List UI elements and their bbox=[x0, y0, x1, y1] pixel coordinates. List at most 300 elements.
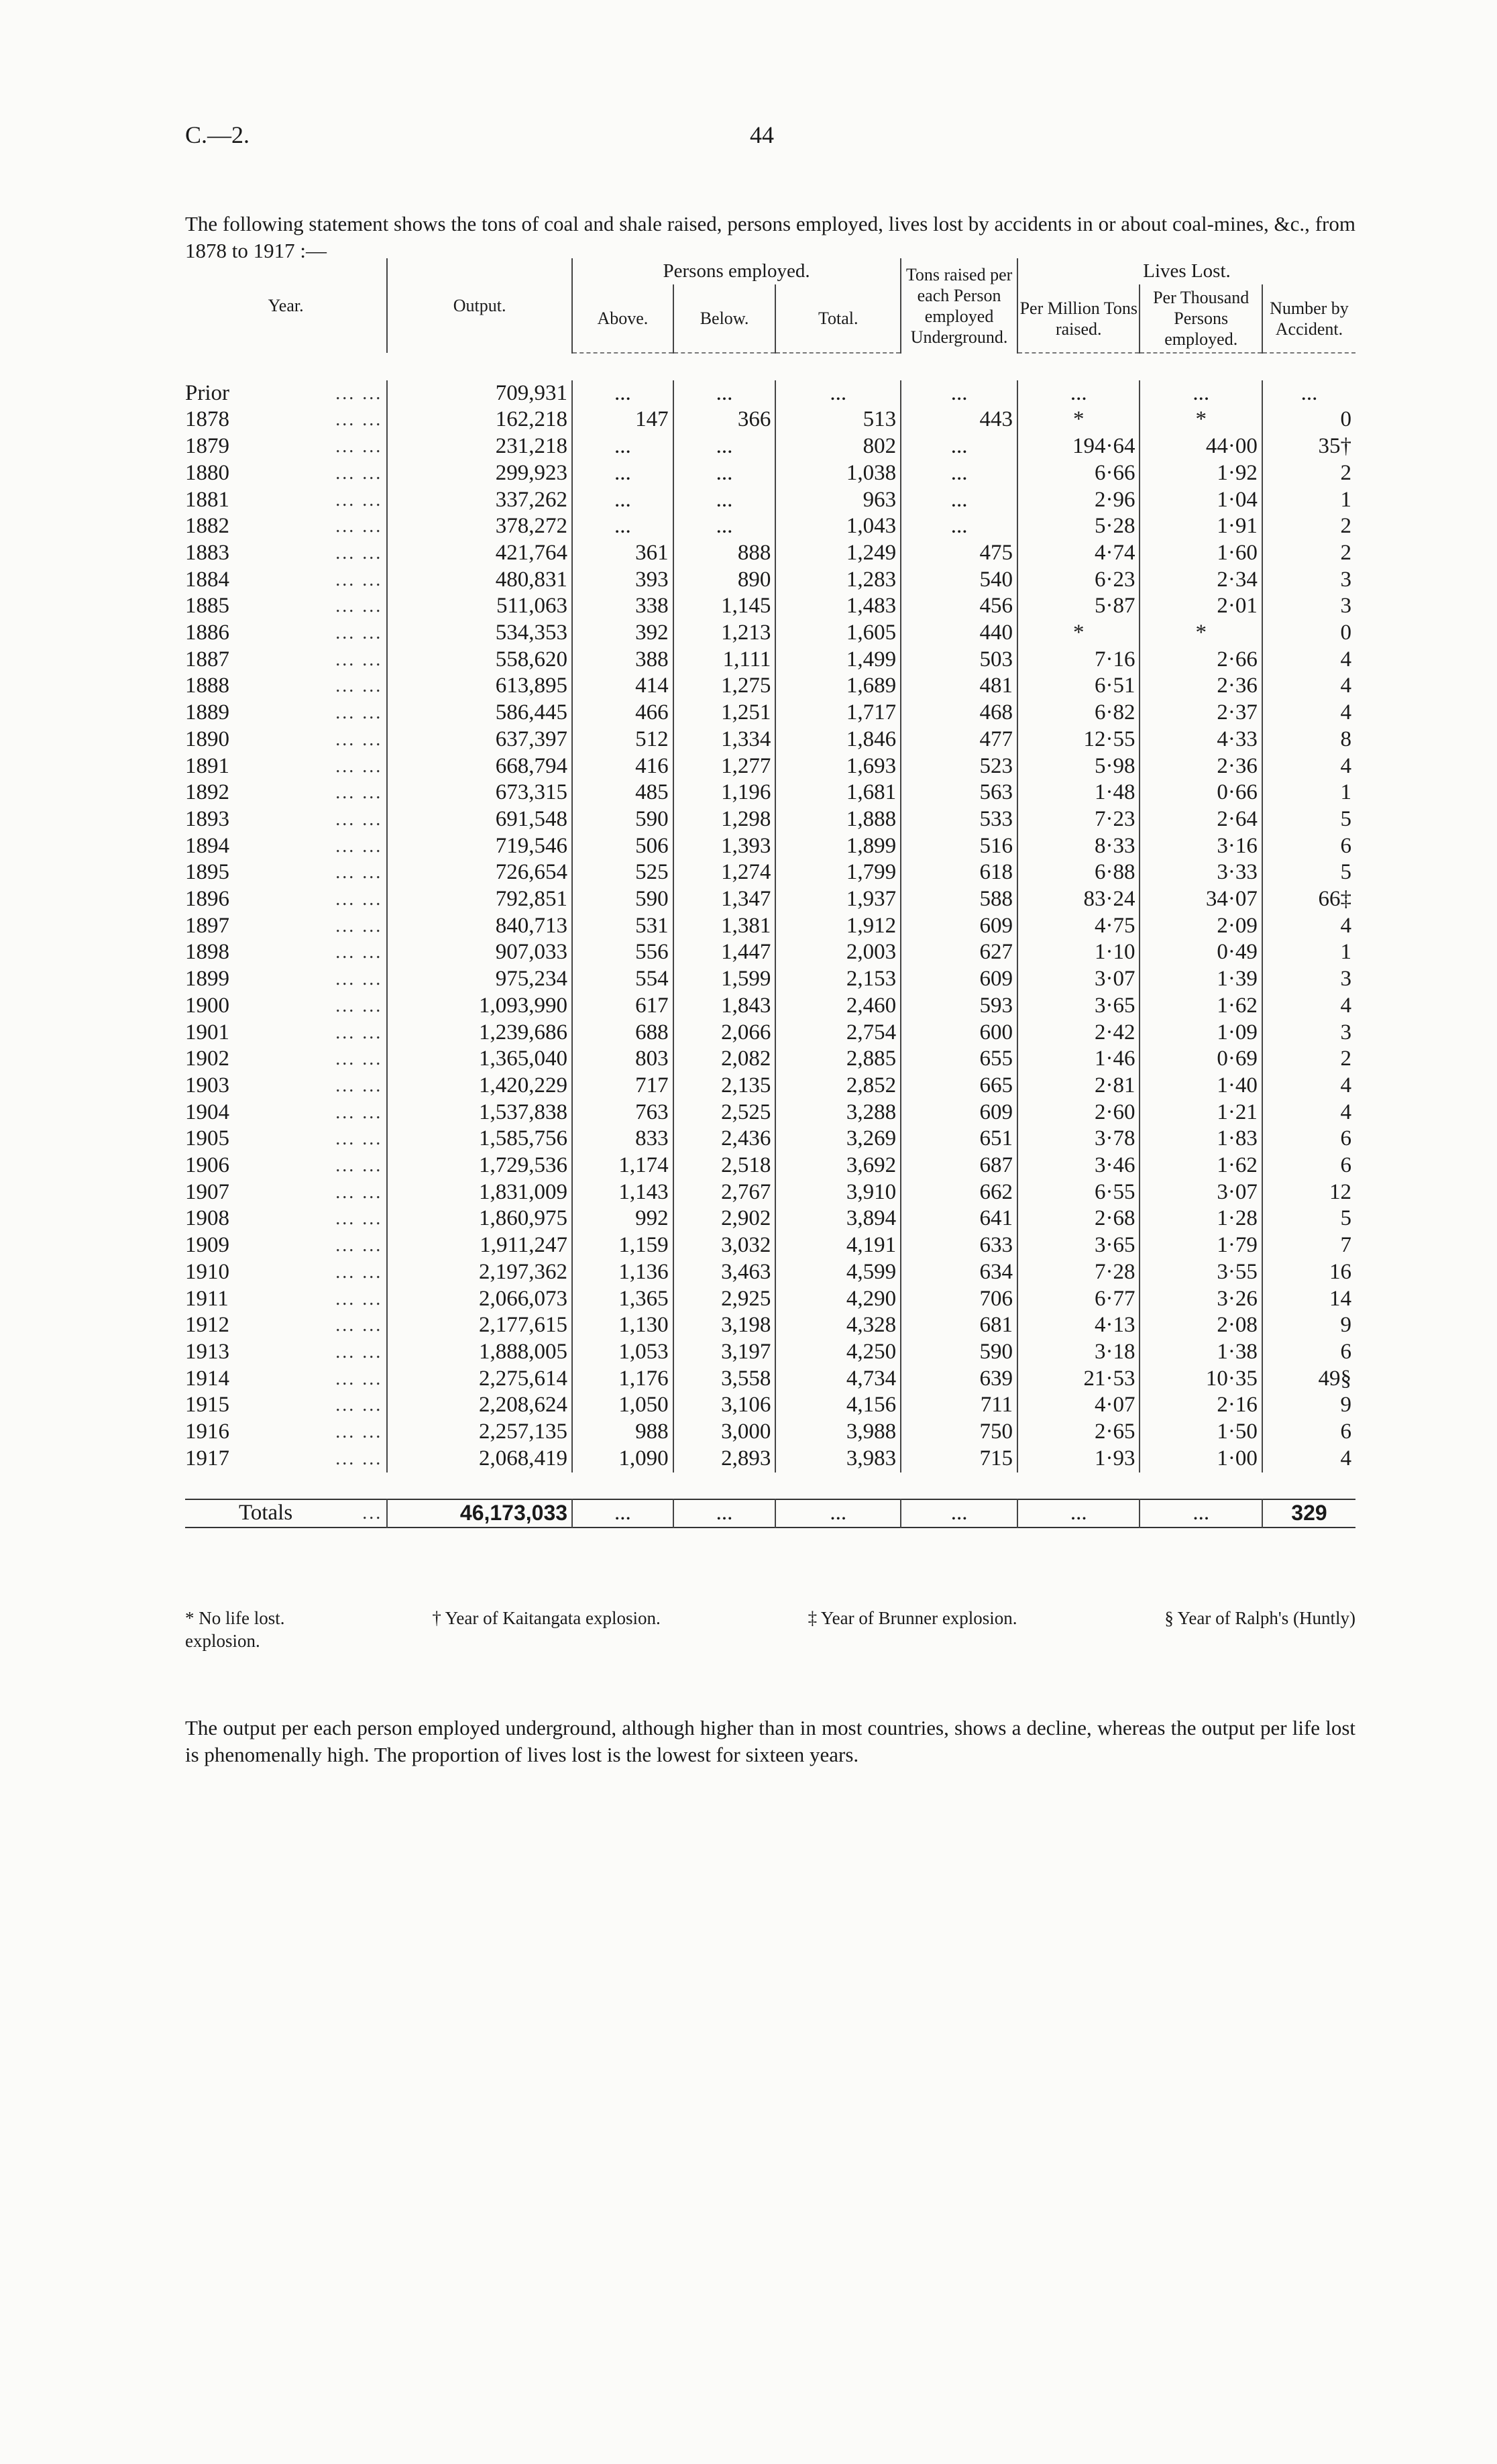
cell-tons-per-person: 443 bbox=[901, 407, 1017, 433]
cell-above: ... bbox=[572, 487, 673, 514]
cell-per-million: 7·23 bbox=[1017, 806, 1140, 833]
cell-leader-dots: ... ... bbox=[335, 1181, 383, 1203]
cell-output: 586,445 bbox=[387, 700, 572, 727]
cell-per-thousand: 1·91 bbox=[1140, 513, 1262, 540]
cell-tons-per-person: 662 bbox=[901, 1179, 1017, 1206]
cell-leader-dots: ... ... bbox=[335, 649, 383, 670]
cell-tons-per-person: ... bbox=[901, 380, 1017, 407]
cell-per-million: 2·81 bbox=[1017, 1073, 1140, 1100]
cell-below: 1,381 bbox=[673, 913, 776, 940]
cell-below: 1,298 bbox=[673, 806, 776, 833]
cell-below: 1,196 bbox=[673, 780, 776, 806]
cell-total: 963 bbox=[775, 487, 901, 514]
header-tons-per-person: Tons raised per each Person employed Underground. bbox=[901, 258, 1017, 353]
cell-output: 792,851 bbox=[387, 886, 572, 913]
cell-above: 392 bbox=[572, 620, 673, 647]
page-number: 44 bbox=[750, 121, 774, 148]
cell-total: 1,888 bbox=[775, 806, 901, 833]
cell-leader-dots: ... ... bbox=[335, 755, 383, 777]
cell-per-million: 2·65 bbox=[1017, 1419, 1140, 1446]
cell-year: 1883 bbox=[185, 540, 229, 565]
cell-leader-dots: ... ... bbox=[335, 596, 383, 617]
cell-output: 1,420,229 bbox=[387, 1073, 572, 1100]
cell-lives-number: 16 bbox=[1262, 1259, 1355, 1286]
cell-per-thousand: 1·60 bbox=[1140, 540, 1262, 567]
cell-lives-number: 49§ bbox=[1262, 1366, 1355, 1393]
cell-above: 1,053 bbox=[572, 1339, 673, 1366]
cell-below: 1,599 bbox=[673, 966, 776, 993]
table-row bbox=[185, 700, 1355, 727]
cell-per-thousand: 3·16 bbox=[1140, 833, 1262, 860]
cell-below: 3,032 bbox=[673, 1232, 776, 1259]
cell-per-thousand: 1·40 bbox=[1140, 1073, 1262, 1100]
cell-leader-dots: ... ... bbox=[335, 489, 383, 511]
cell-output: 2,275,614 bbox=[387, 1366, 572, 1393]
cell-below: ... bbox=[673, 487, 776, 514]
cell-total: 2,885 bbox=[775, 1046, 901, 1073]
table-row bbox=[185, 939, 1355, 966]
cell-tons-per-person: 477 bbox=[901, 727, 1017, 753]
cell-per-thousand: 3·26 bbox=[1140, 1286, 1262, 1313]
cell-per-million: 7·16 bbox=[1017, 647, 1140, 674]
cell-above: 1,174 bbox=[572, 1153, 673, 1179]
cell-above: ... bbox=[572, 513, 673, 540]
header-year: Year. bbox=[268, 296, 304, 315]
cell-output: 299,923 bbox=[387, 460, 572, 487]
cell-total: 1,912 bbox=[775, 913, 901, 940]
cell-above: 763 bbox=[572, 1100, 673, 1126]
cell-per-thousand: 2·36 bbox=[1140, 753, 1262, 780]
cell-output: 511,063 bbox=[387, 593, 572, 620]
table-row bbox=[185, 780, 1355, 806]
cell-total: ... bbox=[775, 380, 901, 407]
cell-leader-dots: ... ... bbox=[335, 1395, 383, 1416]
cell-output: 1,729,536 bbox=[387, 1153, 572, 1179]
cell-above: ... bbox=[572, 433, 673, 460]
cell-per-million: 3·78 bbox=[1017, 1126, 1140, 1153]
cell-total: 4,156 bbox=[775, 1392, 901, 1419]
table-row bbox=[185, 1046, 1355, 1073]
cell-total: 1,605 bbox=[775, 620, 901, 647]
cell-lives-number: 2 bbox=[1262, 1046, 1355, 1073]
cell-below: 1,393 bbox=[673, 833, 776, 860]
cell-above: 803 bbox=[572, 1046, 673, 1073]
cell-output: 1,585,756 bbox=[387, 1126, 572, 1153]
cell-per-million: 2·42 bbox=[1017, 1020, 1140, 1047]
page-header bbox=[185, 121, 1355, 161]
cell-output: 668,794 bbox=[387, 753, 572, 780]
cell-above: 512 bbox=[572, 727, 673, 753]
table-row bbox=[185, 407, 1355, 433]
cell-tons-per-person: 641 bbox=[901, 1206, 1017, 1232]
table-row bbox=[185, 1073, 1355, 1100]
cell-total: 2,460 bbox=[775, 993, 901, 1020]
table-row bbox=[185, 1446, 1355, 1472]
cell-above: 1,365 bbox=[572, 1286, 673, 1313]
cell-per-million: 3·46 bbox=[1017, 1153, 1140, 1179]
cell-total: 1,038 bbox=[775, 460, 901, 487]
cell-per-thousand: * bbox=[1140, 407, 1262, 433]
cell-output: 726,654 bbox=[387, 859, 572, 886]
cell-tons-per-person: 687 bbox=[901, 1153, 1017, 1179]
cell-per-thousand: 3·55 bbox=[1140, 1259, 1262, 1286]
cell-year: 1888 bbox=[185, 674, 229, 698]
cell-lives-number: 4 bbox=[1262, 1073, 1355, 1100]
cell-per-million: 2·60 bbox=[1017, 1100, 1140, 1126]
cell-lives-number: 2 bbox=[1262, 513, 1355, 540]
cell-year: 1879 bbox=[185, 434, 229, 459]
header-lives-lost: Lives Lost. bbox=[1017, 258, 1355, 284]
cell-year: 1889 bbox=[185, 700, 229, 725]
cell-lives-number: 0 bbox=[1262, 407, 1355, 433]
cell-per-million: 2·68 bbox=[1017, 1206, 1140, 1232]
cell-below: 1,334 bbox=[673, 727, 776, 753]
cell-per-thousand: 2·66 bbox=[1140, 647, 1262, 674]
table-row bbox=[185, 513, 1355, 540]
table-row bbox=[185, 647, 1355, 674]
cell-tons-per-person: ... bbox=[901, 460, 1017, 487]
cell-lives-number: 4 bbox=[1262, 1446, 1355, 1472]
cell-leader-dots: ... ... bbox=[335, 729, 383, 750]
cell-total: 2,754 bbox=[775, 1020, 901, 1047]
cell-per-million: 3·18 bbox=[1017, 1339, 1140, 1366]
cell-lives-number: 35† bbox=[1262, 433, 1355, 460]
table-row bbox=[185, 620, 1355, 647]
cell-tons-per-person: 609 bbox=[901, 913, 1017, 940]
header-below: Below. bbox=[673, 284, 776, 353]
cell-per-million: 1·93 bbox=[1017, 1446, 1140, 1472]
cell-year: 1909 bbox=[185, 1233, 229, 1258]
cell-total: 3,983 bbox=[775, 1446, 901, 1472]
cell-total: 3,894 bbox=[775, 1206, 901, 1232]
cell-year: 1898 bbox=[185, 940, 229, 965]
cell-total: 802 bbox=[775, 433, 901, 460]
cell-output: 421,764 bbox=[387, 540, 572, 567]
cell-below: 1,275 bbox=[673, 673, 776, 700]
cell-per-million: 4·07 bbox=[1017, 1392, 1140, 1419]
cell-per-thousand: 2·34 bbox=[1140, 567, 1262, 594]
table-row bbox=[185, 567, 1355, 594]
cell-year: 1906 bbox=[185, 1153, 229, 1178]
cell-year: 1916 bbox=[185, 1420, 229, 1444]
cell-below: 3,198 bbox=[673, 1312, 776, 1339]
cell-year: 1880 bbox=[185, 460, 229, 485]
cell-year: 1878 bbox=[185, 407, 229, 432]
cell-above: 1,159 bbox=[572, 1232, 673, 1259]
cell-year: 1915 bbox=[185, 1393, 229, 1417]
cell-per-million: 3·65 bbox=[1017, 1232, 1140, 1259]
cell-lives-number: 5 bbox=[1262, 806, 1355, 833]
table-row bbox=[185, 1126, 1355, 1153]
cell-output: 378,272 bbox=[387, 513, 572, 540]
cell-total: 4,328 bbox=[775, 1312, 901, 1339]
cell-per-million: 1·46 bbox=[1017, 1046, 1140, 1073]
cell-tons-per-person: 715 bbox=[901, 1446, 1017, 1472]
cell-total: 2,852 bbox=[775, 1073, 901, 1100]
cell-total: 1,249 bbox=[775, 540, 901, 567]
totals-label-cell bbox=[185, 1499, 387, 1528]
cell-per-million: 4·13 bbox=[1017, 1312, 1140, 1339]
cell-tons-per-person: 706 bbox=[901, 1286, 1017, 1313]
cell-output: 1,239,686 bbox=[387, 1020, 572, 1047]
cell-per-million: 7·28 bbox=[1017, 1259, 1140, 1286]
cell-total: 3,988 bbox=[775, 1419, 901, 1446]
cell-below: 2,066 bbox=[673, 1020, 776, 1047]
cell-lives-number: 8 bbox=[1262, 727, 1355, 753]
table-body bbox=[185, 380, 1355, 1472]
cell-tons-per-person: 516 bbox=[901, 833, 1017, 860]
cell-tons-per-person: 593 bbox=[901, 993, 1017, 1020]
cell-leader-dots: ... ... bbox=[335, 623, 383, 644]
cell-per-million: 2·96 bbox=[1017, 487, 1140, 514]
cell-below: 1,843 bbox=[673, 993, 776, 1020]
cell-output: 719,546 bbox=[387, 833, 572, 860]
cell-total: 4,250 bbox=[775, 1339, 901, 1366]
cell-above: 147 bbox=[572, 407, 673, 433]
totals-label: Totals bbox=[239, 1501, 293, 1525]
cell-leader-dots: ... ... bbox=[335, 1422, 383, 1443]
cell-year: 1881 bbox=[185, 487, 229, 512]
cell-year: 1885 bbox=[185, 594, 229, 619]
cell-lives-number: 3 bbox=[1262, 966, 1355, 993]
table-row bbox=[185, 727, 1355, 753]
cell-tons-per-person: 540 bbox=[901, 567, 1017, 594]
cell-leader-dots: ... ... bbox=[335, 436, 383, 458]
totals-total: ... bbox=[775, 1499, 901, 1528]
cell-above: 525 bbox=[572, 859, 673, 886]
table-row bbox=[185, 1153, 1355, 1179]
table-row bbox=[185, 380, 1355, 407]
cell-lives-number: 6 bbox=[1262, 1153, 1355, 1179]
cell-tons-per-person: 711 bbox=[901, 1392, 1017, 1419]
cell-year: 1897 bbox=[185, 913, 229, 938]
cell-output: 231,218 bbox=[387, 433, 572, 460]
cell-below: 1,274 bbox=[673, 859, 776, 886]
cell-total: 1,681 bbox=[775, 780, 901, 806]
footnote-no-life: * No life lost. bbox=[185, 1608, 285, 1628]
cell-year: 1882 bbox=[185, 514, 229, 539]
cell-total: 4,599 bbox=[775, 1259, 901, 1286]
table-row bbox=[185, 1392, 1355, 1419]
header-number: Number by Accident. bbox=[1262, 284, 1355, 353]
cell-below: ... bbox=[673, 380, 776, 407]
cell-output: 1,860,975 bbox=[387, 1206, 572, 1232]
cell-year: 1884 bbox=[185, 567, 229, 592]
cell-per-million: 3·07 bbox=[1017, 966, 1140, 993]
cell-tons-per-person: 651 bbox=[901, 1126, 1017, 1153]
cell-lives-number: 4 bbox=[1262, 673, 1355, 700]
cell-output: 2,066,073 bbox=[387, 1286, 572, 1313]
cell-output: 907,033 bbox=[387, 939, 572, 966]
cell-per-thousand: ... bbox=[1140, 380, 1262, 407]
header-output: Output. bbox=[387, 258, 572, 353]
cell-total: 1,689 bbox=[775, 673, 901, 700]
cell-output: 840,713 bbox=[387, 913, 572, 940]
cell-lives-number: 5 bbox=[1262, 859, 1355, 886]
cell-per-million: 6·88 bbox=[1017, 859, 1140, 886]
cell-tons-per-person: 750 bbox=[901, 1419, 1017, 1446]
cell-per-thousand: * bbox=[1140, 620, 1262, 647]
table-row bbox=[185, 1259, 1355, 1286]
cell-above: 338 bbox=[572, 593, 673, 620]
cell-above: 1,176 bbox=[572, 1366, 673, 1393]
cell-tons-per-person: 456 bbox=[901, 593, 1017, 620]
cell-output: 673,315 bbox=[387, 780, 572, 806]
cell-output: 337,262 bbox=[387, 487, 572, 514]
cell-below: 366 bbox=[673, 407, 776, 433]
cell-total: 1,499 bbox=[775, 647, 901, 674]
table-row bbox=[185, 540, 1355, 567]
cell-per-million: 6·66 bbox=[1017, 460, 1140, 487]
cell-below: 3,558 bbox=[673, 1366, 776, 1393]
cell-above: ... bbox=[572, 380, 673, 407]
cell-per-thousand: 44·00 bbox=[1140, 433, 1262, 460]
cell-above: 466 bbox=[572, 700, 673, 727]
cell-leader-dots: ... ... bbox=[335, 1368, 383, 1389]
totals-row bbox=[185, 1499, 1355, 1528]
cell-tons-per-person: 609 bbox=[901, 966, 1017, 993]
cell-leader-dots: ... ... bbox=[335, 1261, 383, 1283]
cell-lives-number: 1 bbox=[1262, 780, 1355, 806]
totals-below: ... bbox=[673, 1499, 776, 1528]
cell-total: 4,290 bbox=[775, 1286, 901, 1313]
cell-below: 3,197 bbox=[673, 1339, 776, 1366]
cell-per-thousand: 1·38 bbox=[1140, 1339, 1262, 1366]
cell-below: 2,767 bbox=[673, 1179, 776, 1206]
cell-total: 3,692 bbox=[775, 1153, 901, 1179]
cell-leader-dots: ... ... bbox=[335, 1288, 383, 1309]
cell-tons-per-person: 600 bbox=[901, 1020, 1017, 1047]
cell-output: 1,537,838 bbox=[387, 1100, 572, 1126]
table-row bbox=[185, 886, 1355, 913]
cell-tons-per-person: 633 bbox=[901, 1232, 1017, 1259]
intro-paragraph: The following statement shows the tons of coal and shale raised, persons employed, lives lost by accidents in or about coal-mines, &c., from 1878 to 1917 :— bbox=[185, 212, 1355, 262]
cell-below: 1,111 bbox=[673, 647, 776, 674]
cell-below: 1,251 bbox=[673, 700, 776, 727]
cell-total: 4,734 bbox=[775, 1366, 901, 1393]
cell-output: 2,068,419 bbox=[387, 1446, 572, 1472]
cell-tons-per-person: 618 bbox=[901, 859, 1017, 886]
cell-lives-number: 2 bbox=[1262, 540, 1355, 567]
header-per-million: Per Million Tons raised. bbox=[1017, 284, 1140, 353]
cell-lives-number: 4 bbox=[1262, 1100, 1355, 1126]
header-total: Total. bbox=[775, 284, 901, 353]
cell-lives-number: 0 bbox=[1262, 620, 1355, 647]
totals-number: 329 bbox=[1262, 1499, 1355, 1528]
table-row bbox=[185, 833, 1355, 860]
cell-year: 1905 bbox=[185, 1126, 229, 1151]
table-row bbox=[185, 1232, 1355, 1259]
cell-below: 3,106 bbox=[673, 1392, 776, 1419]
cell-above: ... bbox=[572, 460, 673, 487]
cell-tons-per-person: 440 bbox=[901, 620, 1017, 647]
cell-per-thousand: 3·07 bbox=[1140, 1179, 1262, 1206]
cell-output: 480,831 bbox=[387, 567, 572, 594]
cell-per-thousand: 1·28 bbox=[1140, 1206, 1262, 1232]
cell-leader-dots: ... ... bbox=[335, 1208, 383, 1230]
cell-per-thousand: 2·64 bbox=[1140, 806, 1262, 833]
cell-lives-number: 3 bbox=[1262, 567, 1355, 594]
table-row bbox=[185, 993, 1355, 1020]
cell-leader-dots: ... ... bbox=[335, 462, 383, 484]
cell-lives-number: 4 bbox=[1262, 700, 1355, 727]
cell-above: 617 bbox=[572, 993, 673, 1020]
cell-leader-dots: ... ... bbox=[335, 862, 383, 883]
cell-tons-per-person: 665 bbox=[901, 1073, 1017, 1100]
cell-leader-dots: ... ... bbox=[335, 409, 383, 431]
cell-leader-dots: ... ... bbox=[335, 889, 383, 910]
cell-tons-per-person: ... bbox=[901, 513, 1017, 540]
cell-year: 1912 bbox=[185, 1313, 229, 1338]
cell-lives-number: 9 bbox=[1262, 1392, 1355, 1419]
cell-below: 2,436 bbox=[673, 1126, 776, 1153]
cell-per-million: * bbox=[1017, 620, 1140, 647]
cell-leader-dots: ... ... bbox=[335, 995, 383, 1016]
cell-output: 1,911,247 bbox=[387, 1232, 572, 1259]
cell-total: 1,717 bbox=[775, 700, 901, 727]
cell-below: ... bbox=[673, 433, 776, 460]
table-row bbox=[185, 1419, 1355, 1446]
cell-year: 1886 bbox=[185, 621, 229, 645]
table-row bbox=[185, 859, 1355, 886]
totals-per-thousand: ... bbox=[1140, 1499, 1262, 1528]
cell-below: 2,082 bbox=[673, 1046, 776, 1073]
cell-leader-dots: ... ... bbox=[335, 782, 383, 804]
cell-above: 590 bbox=[572, 806, 673, 833]
footnote-brunner: ‡ Year of Brunner explosion. bbox=[808, 1608, 1017, 1628]
cell-output: 558,620 bbox=[387, 647, 572, 674]
cell-per-thousand: 10·35 bbox=[1140, 1366, 1262, 1393]
cell-leader-dots: ... ... bbox=[335, 1342, 383, 1362]
cell-year: 1892 bbox=[185, 780, 229, 805]
cell-per-thousand: 1·83 bbox=[1140, 1126, 1262, 1153]
cell-lives-number: 9 bbox=[1262, 1312, 1355, 1339]
cell-per-million: 5·98 bbox=[1017, 753, 1140, 780]
table-row bbox=[185, 1100, 1355, 1126]
cell-per-million: 1·10 bbox=[1017, 939, 1140, 966]
table-row bbox=[185, 1366, 1355, 1393]
cell-total: 3,269 bbox=[775, 1126, 901, 1153]
cell-per-million: 8·33 bbox=[1017, 833, 1140, 860]
header-per-thousand: Per Thousand Persons employed. bbox=[1140, 284, 1262, 353]
cell-per-thousand: 1·09 bbox=[1140, 1020, 1262, 1047]
cell-above: 1,050 bbox=[572, 1392, 673, 1419]
table-row bbox=[185, 433, 1355, 460]
cell-lives-number: 66‡ bbox=[1262, 886, 1355, 913]
cell-above: 531 bbox=[572, 913, 673, 940]
cell-tons-per-person: 588 bbox=[901, 886, 1017, 913]
cell-per-thousand: 1·21 bbox=[1140, 1100, 1262, 1126]
cell-tons-per-person: 627 bbox=[901, 939, 1017, 966]
cell-lives-number: 4 bbox=[1262, 993, 1355, 1020]
cell-tons-per-person: 563 bbox=[901, 780, 1017, 806]
cell-total: 1,693 bbox=[775, 753, 901, 780]
cell-year: 1887 bbox=[185, 647, 229, 672]
cell-output: 975,234 bbox=[387, 966, 572, 993]
table-row bbox=[185, 806, 1355, 833]
cell-year: 1895 bbox=[185, 860, 229, 885]
cell-per-million: 6·23 bbox=[1017, 567, 1140, 594]
cell-per-thousand: 4·33 bbox=[1140, 727, 1262, 753]
table-row bbox=[185, 1339, 1355, 1366]
cell-year: 1910 bbox=[185, 1259, 229, 1284]
cell-above: 554 bbox=[572, 966, 673, 993]
cell-total: 4,191 bbox=[775, 1232, 901, 1259]
footnote-ralphs: § Year of Ralph's (Huntly) bbox=[1164, 1608, 1355, 1628]
cell-below: 2,925 bbox=[673, 1286, 776, 1313]
cell-year: 1904 bbox=[185, 1100, 229, 1124]
cell-output: 1,831,009 bbox=[387, 1179, 572, 1206]
